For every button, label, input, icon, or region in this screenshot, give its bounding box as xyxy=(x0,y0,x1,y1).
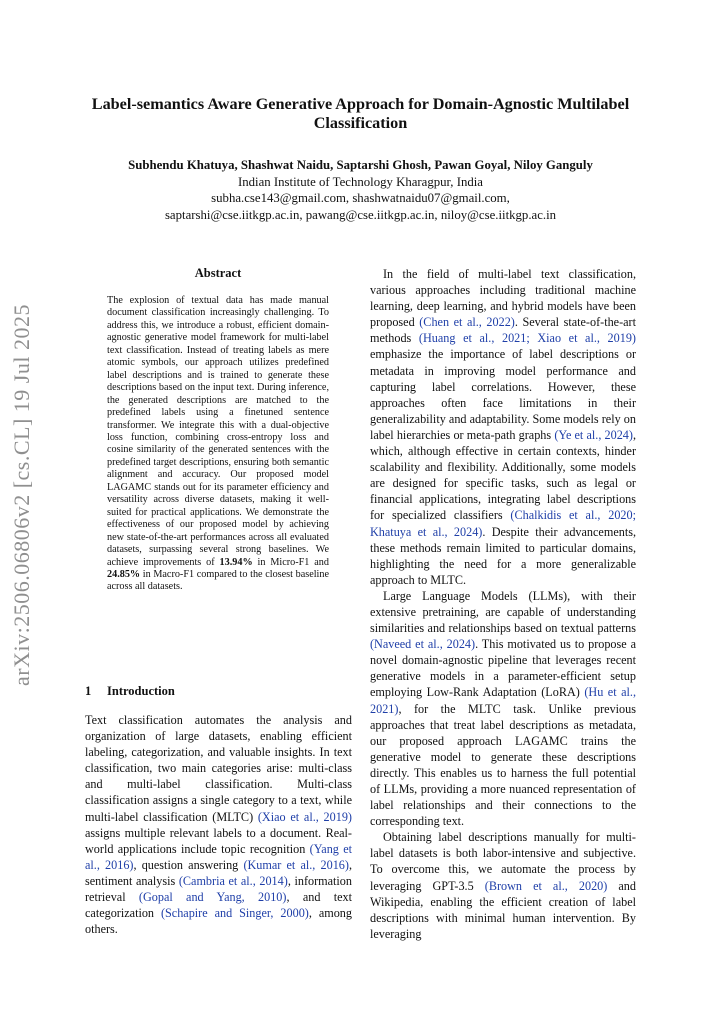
arxiv-identifier-text: arXiv:2506.06806v2 [cs.CL] 19 Jul 2025 xyxy=(9,304,34,686)
citation-link[interactable]: (Cambria et al., 2014) xyxy=(178,873,288,888)
citation-link[interactable]: (Kumar et al., 2016) xyxy=(243,857,349,872)
abstract-text-before: The explosion of textual data has made manual document classification increasingly challenging. To address this, we introduce a robust, efficient domain-agnostic generative model framework for multi-label text classification. Instead of treating labels as mere atomic symbols, our approach utilizes predefined label descriptions and is trained to generate these descriptions based on the input text. During inference, the generated descriptions are matched to the predefined labels using a finetuned sentence transformer. We integrate this with a dual-objective loss function, combining cross-entropy loss and cosine similarity of the generated sentences with the predefined target descriptions, ensuring both semantic alignment and accuracy. Our proposed model LAGAMC stands out for its parameter efficiency and versatility across diverse datasets, making it well-suited for practical applications. We demonstrate the effectiveness of our proposed model by achieving new state-of-the-art performances across all evaluated datasets, surpassing several strong baselines. We achieve improvements of xyxy=(107,295,329,568)
abstract-macro-f1-value: 24.85% xyxy=(107,568,141,580)
citation-link[interactable]: (Ye et al., 2024) xyxy=(554,427,633,442)
citation-link[interactable]: (Huang et al., 2021; Xiao et al., 2019) xyxy=(418,331,636,346)
left-column-body xyxy=(85,712,352,937)
body-text: and Wikipedia, enabling the efficient creation of label descriptions with minimal human intervention. By leveraging xyxy=(370,878,636,941)
citation-link[interactable]: (Gopal and Yang, 2010) xyxy=(138,890,287,905)
citation-link[interactable]: (Yang et al., 2016) xyxy=(85,841,353,872)
abstract-heading: Abstract xyxy=(194,266,242,280)
body-text: Text classification automates the analysis and organization of large datasets, enabling efficient labeling, categorization, and valuable insights. In text classification, two main categories arise: multi-class and multi-label classification. Multi-class classification assigns a single category to a text, while multi-label classification (MLTC) xyxy=(85,713,352,824)
paper-title: Label-semantics Aware Generative Approach for Domain-Agnostic Multilabel Classification xyxy=(91,95,630,132)
body-text: assigns multiple relevant labels to a document. Real-world applications include topic recognition xyxy=(85,825,352,856)
body-text: , and text categorization xyxy=(85,890,352,921)
body-text: In the field of multi-label text classification, various approaches including traditional machine learning, deep learning, and hybrid models have been proposed xyxy=(370,267,636,330)
body-text: . Despite their advancements, these methods remain limited to particular domains, highlighting the need for a more generalizable approach to MLTC. xyxy=(370,524,636,587)
body-text: Obtaining label descriptions manually for multi-label datasets is both labor-intensive and subjective. To overcome this, we automate the process by leveraging GPT-3.5 xyxy=(370,830,636,893)
body-text: . This motivated us to propose a novel domain-agnostic pipeline that leverages recent generative models in a parameter-efficient setup employing Low-Rank Adaptation (LoRA) xyxy=(370,637,636,700)
right-column-body xyxy=(370,266,636,942)
abstract-text-after: in Macro-F1 compared to the closest baseline across all datasets. xyxy=(107,568,329,593)
body-text: , information retrieval xyxy=(85,873,352,905)
body-text: , for the MLTC task. Unlike previous approaches that treat label descriptions as metadata, our proposed approach LAGAMC trains the generative model to generate these descriptions directly. This enables us to harness the full potential of LLMs, providing a more nuanced representation of label relationships and their connections to the corresponding text. xyxy=(370,701,636,829)
abstract-body xyxy=(107,295,329,594)
intro-paragraph xyxy=(85,712,352,937)
arxiv-identifier xyxy=(2,300,42,690)
citation-link[interactable]: (Chen et al., 2022) xyxy=(419,315,515,330)
body-text: Large Language Models (LLMs), with their extensive pretraining, are capable of understanding similarities and relationships based on textual patterns xyxy=(370,588,636,636)
intro-paragraph xyxy=(370,588,636,829)
intro-paragraph xyxy=(370,829,636,942)
section-heading-introduction xyxy=(85,684,175,699)
author-names: Subhendu Khatuya, Shashwat Naidu, Saptarshi Ghosh, Pawan Goyal, Niloy Ganguly xyxy=(128,158,593,172)
author-emails-line-2: saptarshi@cse.iitkgp.ac.in, pawang@cse.iitkgp.ac.in, niloy@cse.iitkgp.ac.in xyxy=(164,207,557,222)
section-title: Introduction xyxy=(107,684,175,698)
citation-link[interactable]: (Hu et al., 2021) xyxy=(370,685,636,716)
author-block xyxy=(60,157,661,223)
citation-link[interactable]: (Naveed et al., 2024) xyxy=(370,637,476,652)
body-text: , among others. xyxy=(85,906,352,937)
abstract-text-middle: in Micro-F1 and xyxy=(252,556,329,568)
body-text: . Several state-of-the-art methods xyxy=(370,315,636,346)
body-text: emphasize the importance of label descriptions or metadata in improving model performance and capturing label correlations. However, these approaches often face limitations in their generalizability and adaptability. Some models rely on label hierarchies or meta-path graphs xyxy=(370,347,636,442)
author-emails-line-1: subha.cse143@gmail.com, shashwatnaidu07@gmail.com, xyxy=(211,191,510,205)
citation-link[interactable]: (Chalkidis et al., 2020; Khatuya et al., 2024) xyxy=(370,508,636,539)
section-number: 1 xyxy=(85,684,92,698)
citation-link[interactable]: (Schapire and Singer, 2000) xyxy=(160,906,309,921)
citation-link[interactable]: (Xiao et al., 2019) xyxy=(257,809,352,824)
body-text: , sentiment analysis xyxy=(85,857,352,888)
body-text: , which, although effective in certain contexts, hinder scalability and flexibility. Additionally, some models are designed for specific tasks, such as legal or financial applications, integrating label descriptions for specialized classifiers xyxy=(370,427,637,523)
abstract-micro-f1-value: 13.94% xyxy=(219,556,253,568)
body-text: , question answering xyxy=(133,857,244,872)
intro-paragraph xyxy=(370,266,636,588)
citation-link[interactable]: (Brown et al., 2020) xyxy=(484,878,608,893)
author-affiliation: Indian Institute of Technology Kharagpur, India xyxy=(238,174,483,189)
